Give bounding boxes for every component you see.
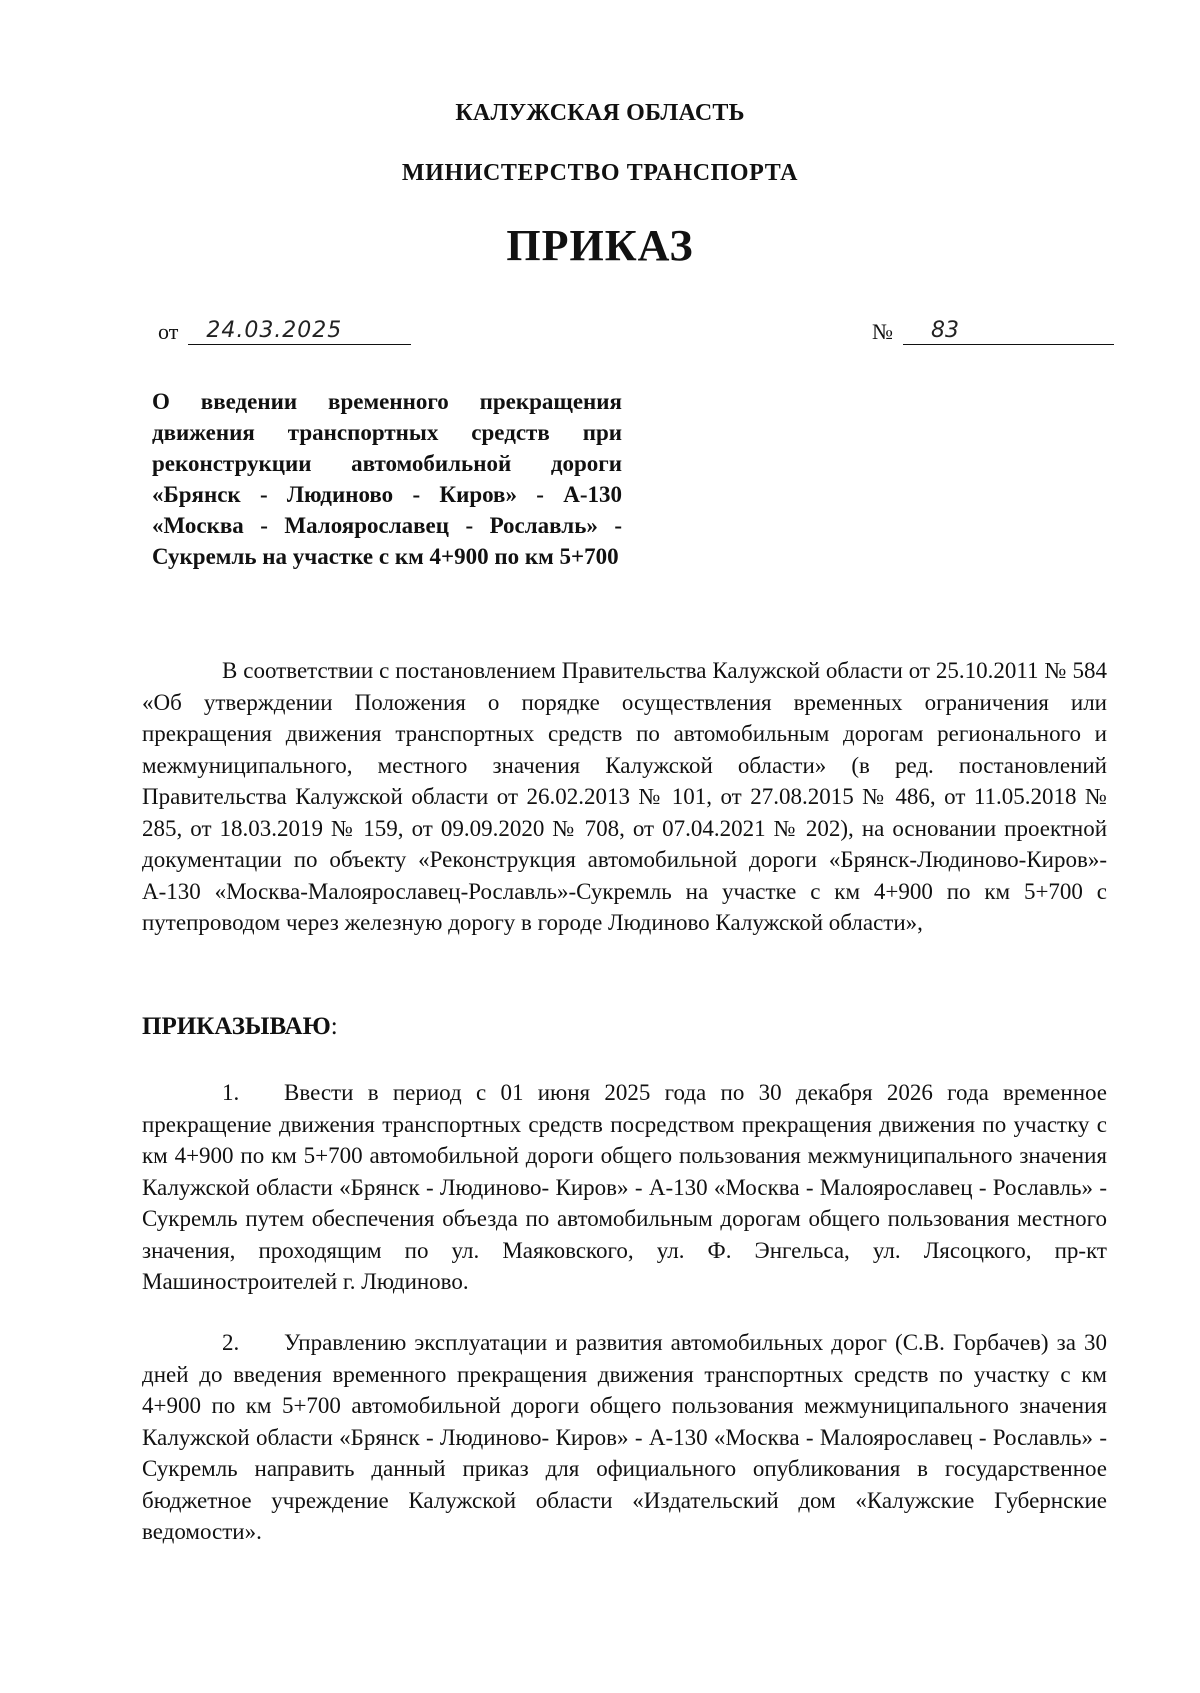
- order-date-row: [158, 318, 411, 345]
- order-item-1: [142, 1077, 1107, 1298]
- order-number-row: [872, 318, 1114, 345]
- order-item-number: 1.: [222, 1080, 240, 1105]
- order-item-number: 2.: [222, 1330, 240, 1355]
- region-heading: КАЛУЖСКАЯ ОБЛАСТЬ: [455, 100, 745, 126]
- preamble-paragraph: В соответствии с постановлением Правительства Калужской области от 25.10.2011 № 584 «Об утверждении Положения о порядке осуществления временных ограничения или прекращения движения транспортных средств по автомобильным дорогам регионального и межмуниципального, местного значения Калужской области» (в ред. постановлений Правительства Калужской области от 26.02.2013 № 101, от 27.08.2015 № 486, от 11.05.2018 № 285, от 18.03.2019 № 159, от 09.09.2020 № 708, от 07.04.2021 № 202), на основании проектной документации по объекту «Реконструкция автомобильной дороги «Брянск-Людиново-Киров»-А-130 «Москва-Малоярославец-Рославль»-Сукремль на участке с км 4+900 по км 5+700 с путепроводом через железную дорогу в городе Людиново Калужской области»,: [142, 658, 1107, 935]
- handwritten-date: 24.03.2025: [188, 318, 411, 345]
- order-directive-word: ПРИКАЗЫВАЮ: [142, 1013, 331, 1040]
- document-type-title: ПРИКАЗ: [506, 221, 694, 270]
- order-item-text: Управлению эксплуатации и развития автомобильных дорог (С.В. Горбачев) за 30 дней до введения временного прекращения движения транспортных средств по участку с км 4+900 по км 5+700 автомобильной дороги общего пользования межмуниципального значения Калужской области «Брянск - Людиново- Киров» - А-130 «Москва - Малоярославец - Рославль» - Сукремль направить данный приказ для официального опубликования в государственное бюджетное учреждение Калужской области «Издательский дом «Калужские Губернские ведомости».: [142, 1330, 1107, 1544]
- order-subject: О введении временного прекращения движения транспортных средств при реконструкции автомобильной дороги «Брянск - Людиново - Киров» - А-130 «Москва - Малоярославец - Рославль» - Сукремль на участке с км 4+900 по км 5+700: [152, 389, 622, 569]
- date-label: от: [158, 319, 179, 344]
- number-label: №: [872, 319, 893, 344]
- order-item-text: Ввести в период с 01 июня 2025 года по 30 декабря 2026 года временное прекращение движения транспортных средств посредством прекращения движения по участку с км 4+900 по км 5+700 автомобильной дороги общего пользования межмуниципального значения Калужской области «Брянск - Людиново- Киров» - А-130 «Москва - Малоярославец - Рославль» - Сукремль путем обеспечения объезда по автомобильным дорогам общего пользования местного значения, проходящим по ул. Маяковского, ул. Ф. Энгельса, ул. Лясоцкого, пр-кт Машиностроителей г. Людиново.: [142, 1080, 1107, 1294]
- ministry-heading: МИНИСТЕРСТВО ТРАНСПОРТА: [401, 160, 799, 186]
- handwritten-number: 83: [903, 318, 1114, 345]
- order-directive-colon: :: [330, 1013, 338, 1040]
- order-item-2: [142, 1327, 1107, 1548]
- order-directive: [142, 1013, 338, 1041]
